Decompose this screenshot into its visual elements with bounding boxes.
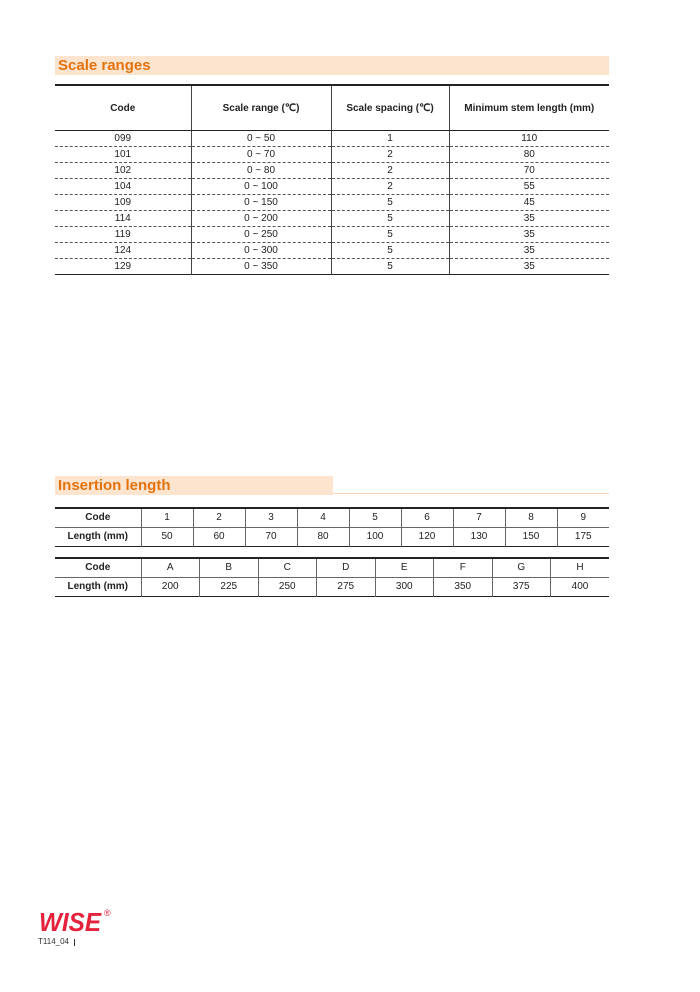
scale-spacing-cell: 5: [331, 211, 449, 227]
scale-ranges-body: [55, 131, 609, 275]
insertion-length-table-alpha: [55, 557, 609, 597]
page-divider: [74, 939, 75, 946]
code-row: [55, 558, 609, 578]
scale-range-cell: 0 ~ 200: [191, 211, 331, 227]
length-cell: 70: [245, 528, 297, 547]
code-cell: E: [375, 558, 434, 578]
code-cell: 8: [505, 508, 557, 528]
scale-range-cell: 0 ~ 50: [191, 131, 331, 147]
scale-range-cell: 0 ~ 70: [191, 147, 331, 163]
min-stem-length-cell: 35: [449, 243, 609, 259]
scale-spacing-cell: 5: [331, 243, 449, 259]
code-cell: 104: [55, 179, 191, 195]
scale-spacing-cell: 2: [331, 147, 449, 163]
min-stem-length-cell: 45: [449, 195, 609, 211]
min-stem-length-cell: 35: [449, 259, 609, 275]
length-cell: 225: [200, 578, 259, 597]
length-row: [55, 528, 609, 547]
code-cell: 124: [55, 243, 191, 259]
column-header-scale-spacing: Scale spacing (℃): [331, 85, 449, 131]
row-label-length: Length (mm): [67, 581, 129, 592]
scale-range-row: [55, 259, 609, 275]
min-stem-length-cell: 80: [449, 147, 609, 163]
min-stem-length-cell: 70: [449, 163, 609, 179]
wise-logo: [38, 906, 118, 936]
code-cell: 1: [141, 508, 193, 528]
code-cell: 101: [55, 147, 191, 163]
length-cell: 275: [317, 578, 376, 597]
length-cell: 375: [492, 578, 551, 597]
length-cell: 60: [193, 528, 245, 547]
scale-range-row: [55, 131, 609, 147]
scale-range-cell: 0 ~ 300: [191, 243, 331, 259]
insertion-length-table-numeric: [55, 507, 609, 547]
code-cell: 5: [349, 508, 401, 528]
scale-range-row: [55, 195, 609, 211]
scale-range-row: [55, 179, 609, 195]
code-cell: 4: [297, 508, 349, 528]
code-cell: 129: [114, 261, 132, 272]
length-cell: 175: [557, 528, 609, 547]
length-cell: 130: [453, 528, 505, 547]
scale-spacing-cell: 5: [331, 259, 449, 275]
min-stem-length-cell: 110: [449, 131, 609, 147]
scale-ranges-table: [55, 84, 609, 275]
code-cell: A: [141, 558, 200, 578]
length-cell: 250: [258, 578, 317, 597]
row-label-code: Code: [55, 508, 141, 528]
scale-range-cell: 0 ~ 350: [191, 259, 331, 275]
code-cell: H: [551, 558, 610, 578]
scale-range-row: [55, 211, 609, 227]
length-cell: 200: [141, 578, 200, 597]
length-cell: 100: [349, 528, 401, 547]
scale-ranges-title: Scale ranges: [55, 56, 609, 75]
code-cell: G: [492, 558, 551, 578]
code-cell: 6: [401, 508, 453, 528]
scale-spacing-cell: 2: [331, 179, 449, 195]
row-label-length: Length (mm): [67, 531, 129, 542]
length-cell: 80: [297, 528, 349, 547]
scale-range-row: [55, 243, 609, 259]
scale-spacing-cell: 1: [331, 131, 449, 147]
code-cell: 109: [55, 195, 191, 211]
length-cell: 350: [434, 578, 493, 597]
scale-range-cell: 0 ~ 80: [191, 163, 331, 179]
code-cell: 114: [55, 211, 191, 227]
column-header-min-stem-length: Minimum stem length (mm): [449, 85, 609, 131]
min-stem-length-cell: 35: [449, 211, 609, 227]
column-header-scale-range: Scale range (℃): [191, 85, 331, 131]
min-stem-length-cell: 35: [449, 227, 609, 243]
scale-spacing-cell: 5: [331, 195, 449, 211]
code-cell: 099: [55, 131, 191, 147]
scale-range-cell: 0 ~ 100: [191, 179, 331, 195]
code-row: [55, 508, 609, 528]
scale-range-row: [55, 163, 609, 179]
scale-range-cell: 0 ~ 250: [191, 227, 331, 243]
length-cell: 400: [551, 578, 610, 597]
length-cell: 300: [375, 578, 434, 597]
code-cell: 3: [245, 508, 297, 528]
code-cell: 9: [557, 508, 609, 528]
code-cell: B: [200, 558, 259, 578]
scale-spacing-cell: 5: [331, 227, 449, 243]
row-label-code: Code: [55, 558, 141, 578]
code-cell: F: [434, 558, 493, 578]
svg-text:WISE: WISE: [39, 907, 102, 936]
code-cell: 102: [55, 163, 191, 179]
scale-spacing-cell: 2: [331, 163, 449, 179]
code-cell: 119: [55, 227, 191, 243]
column-header-code: Code: [55, 85, 191, 131]
length-row: [55, 578, 609, 597]
insertion-length-title: Insertion length: [55, 476, 333, 495]
scale-ranges-header-row: [55, 85, 609, 131]
page-code: T114_04: [38, 937, 69, 946]
code-cell: C: [258, 558, 317, 578]
scale-range-row: [55, 227, 609, 243]
title-divider: [333, 493, 609, 494]
min-stem-length-cell: 55: [449, 179, 609, 195]
code-cell: 7: [453, 508, 505, 528]
length-cell: 150: [505, 528, 557, 547]
length-cell: 50: [141, 528, 193, 547]
scale-range-row: [55, 147, 609, 163]
svg-text:®: ®: [104, 908, 111, 918]
length-cell: 120: [401, 528, 453, 547]
code-cell: D: [317, 558, 376, 578]
code-cell: 2: [193, 508, 245, 528]
scale-range-cell: 0 ~ 150: [191, 195, 331, 211]
